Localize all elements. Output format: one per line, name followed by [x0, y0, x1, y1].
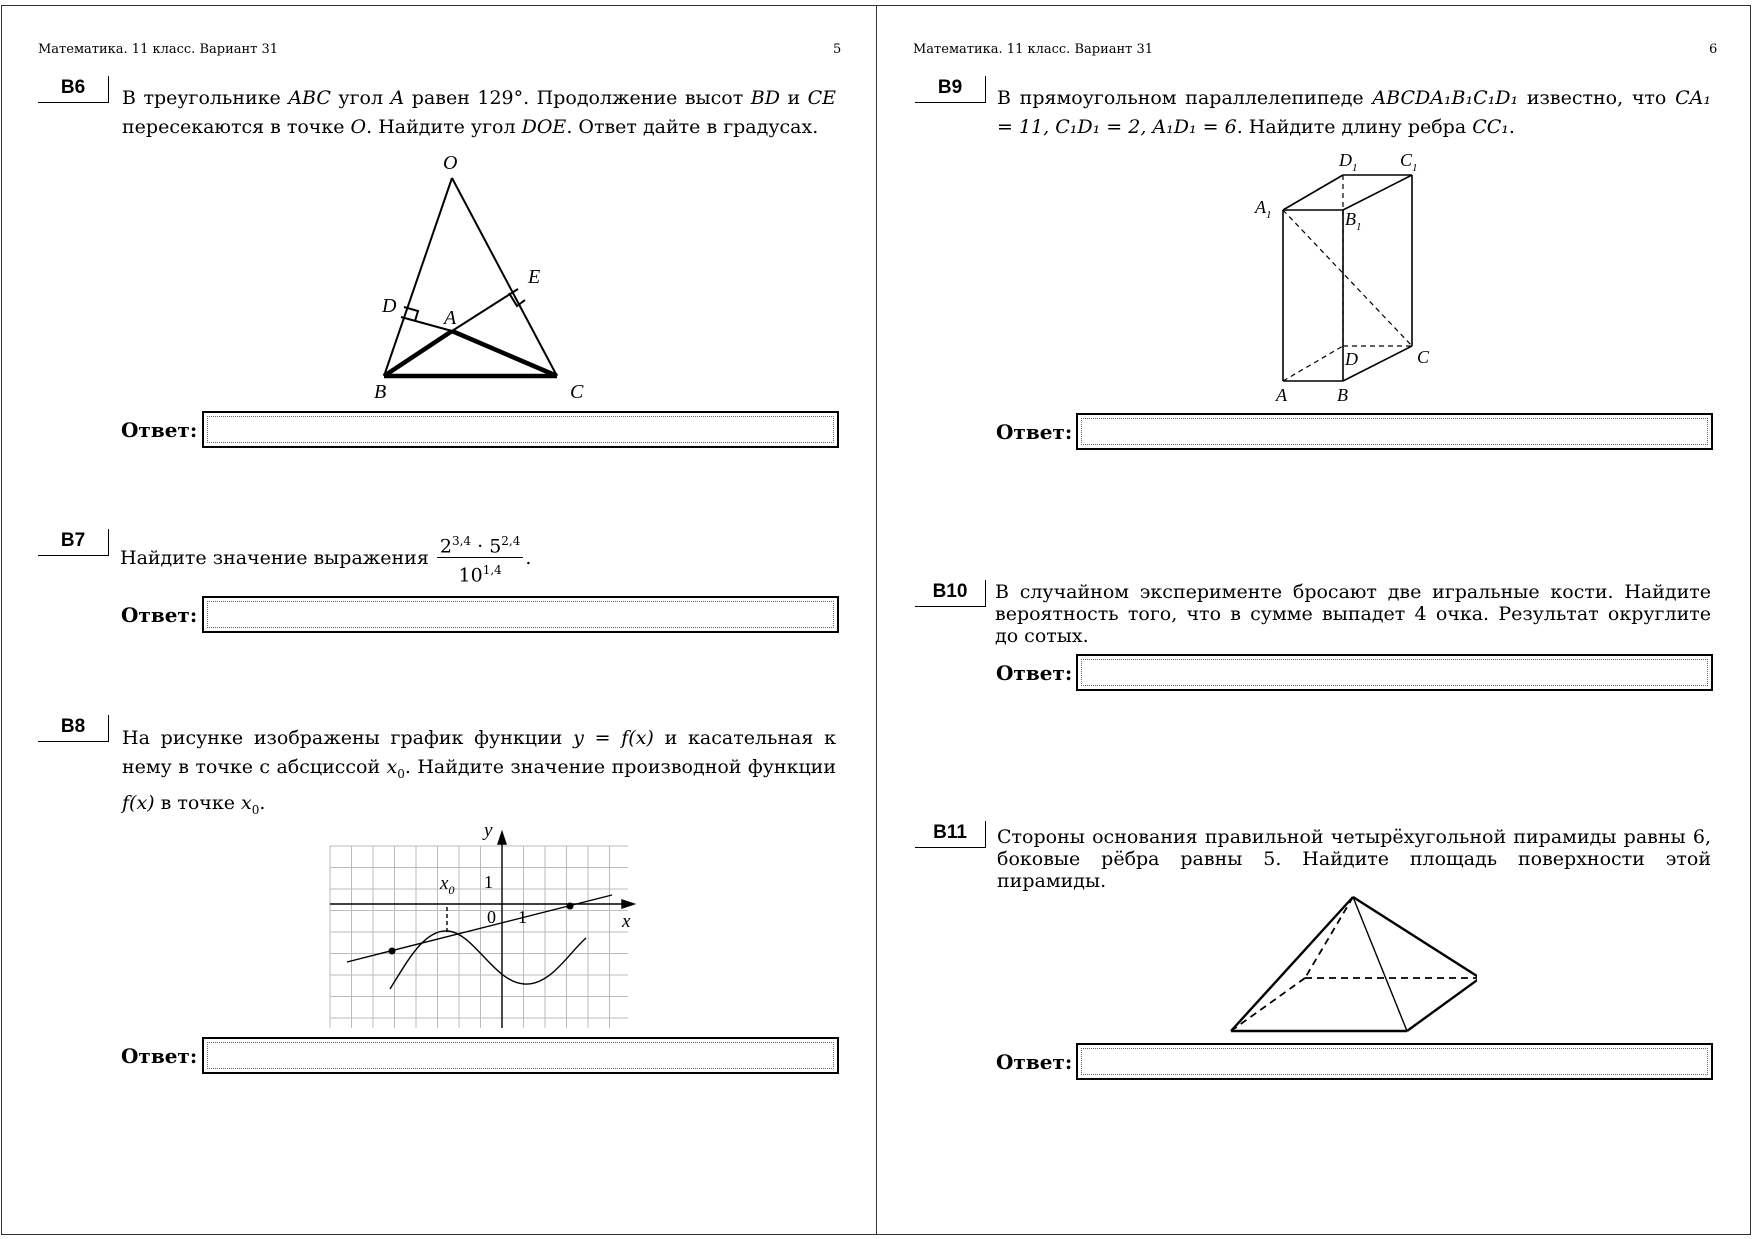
- problem-number-b11: B11: [915, 821, 986, 848]
- tangent-point-2: [567, 903, 574, 910]
- answer-label-b9: Ответ:: [996, 420, 1073, 444]
- answer-label-b7: Ответ:: [121, 603, 198, 627]
- axis-label-y: y: [484, 820, 493, 841]
- answer-label-b8: Ответ:: [121, 1044, 198, 1068]
- axis-label-x: x: [622, 911, 631, 932]
- problem-text-b11: Стороны основания правильной четырёхугольной пирамиды равны 6, боковые рёбра равны 5. Найдите площадь поверхности этой пирамиды.: [997, 826, 1711, 892]
- label-b: B: [1337, 385, 1348, 405]
- answer-field-b6[interactable]: [202, 411, 839, 448]
- answer-field-b7[interactable]: [202, 596, 839, 633]
- label-b1: $B_1$: [1345, 209, 1362, 233]
- problem-text-b9: В прямоугольном параллелепипеде ABCDA₁B₁C₁D₁ известно, что CA₁ = 11, C₁D₁ = 2, A₁D₁ = 6. Найдите длину ребра CC₁.: [997, 87, 1711, 138]
- expression-fraction: $\frac{2^{3,4} \cdot 5^{2,4}}{10^{1,4}}$: [437, 530, 524, 588]
- triangle-figure: [362, 146, 602, 406]
- label-x0: $x_0$: [440, 873, 455, 897]
- tick-label-1-x: 1: [518, 907, 527, 927]
- label-c: C: [570, 381, 584, 403]
- answer-label-b10: Ответ:: [996, 661, 1073, 685]
- label-c: C: [1417, 347, 1430, 367]
- label-a: A: [444, 307, 457, 329]
- page-number: 5: [833, 42, 842, 57]
- page-number: 6: [1709, 42, 1718, 57]
- right-page: [877, 5, 1751, 1235]
- problem-text-b7: Найдите значение выражения $\frac{2^{3,4} \cdot 5^{2,4}}{10^{1,4}}$ .: [120, 530, 570, 588]
- answer-field-b9[interactable]: [1076, 413, 1713, 450]
- label-a: A: [1276, 385, 1287, 405]
- left-page: [1, 5, 877, 1235]
- function-graph: [322, 814, 652, 1034]
- tick-label-0: 0: [487, 907, 496, 927]
- answer-field-b10[interactable]: [1076, 654, 1713, 691]
- label-b: B: [374, 381, 387, 403]
- label-d: D: [382, 295, 397, 317]
- problem-text-b6: В треугольнике ABC угол A равен 129°. Продолжение высот BD и CE пересекаются в точке O. Найдите угол DOE. Ответ дайте в градусах.: [122, 87, 837, 138]
- page-header: Математика. 11 класс. Вариант 31: [38, 42, 279, 57]
- answer-label-b6: Ответ:: [121, 418, 198, 442]
- problem-text-b10: В случайном эксперименте бросают две игральные кости. Найдите вероятность того, что в сумме выпадет 4 очка. Результат округлите до сотых.: [995, 581, 1711, 647]
- problem-text-b8: На рисунке изображены график функции y = f(x) и касательная к нему в точке с абсциссой $x_0$. Найдите значение производной функции f(x) в точке $x_0$.: [122, 727, 837, 817]
- tangent-point-1: [389, 948, 396, 955]
- problem-number-b10: B10: [915, 580, 986, 607]
- pyramid-figure: [1217, 886, 1477, 1036]
- problem-number-b6: B6: [38, 76, 109, 103]
- answer-field-b11[interactable]: [1076, 1043, 1713, 1080]
- parallelepiped-figure: [1247, 146, 1467, 411]
- label-e: E: [528, 266, 541, 288]
- answer-field-b8[interactable]: [202, 1037, 839, 1074]
- problem-number-b9: B9: [915, 76, 986, 103]
- label-o: O: [443, 152, 458, 174]
- problem-number-b8: B8: [38, 715, 109, 742]
- problem-number-b7: B7: [38, 529, 109, 556]
- tick-label-1-y: 1: [484, 872, 493, 892]
- page-header: Математика. 11 класс. Вариант 31: [913, 42, 1154, 57]
- answer-label-b11: Ответ:: [996, 1050, 1073, 1074]
- label-c1: $C_1$: [1400, 150, 1418, 174]
- label-d: D: [1345, 349, 1358, 369]
- label-a1: $A_1$: [1255, 197, 1272, 221]
- label-d1: $D_1$: [1339, 150, 1358, 174]
